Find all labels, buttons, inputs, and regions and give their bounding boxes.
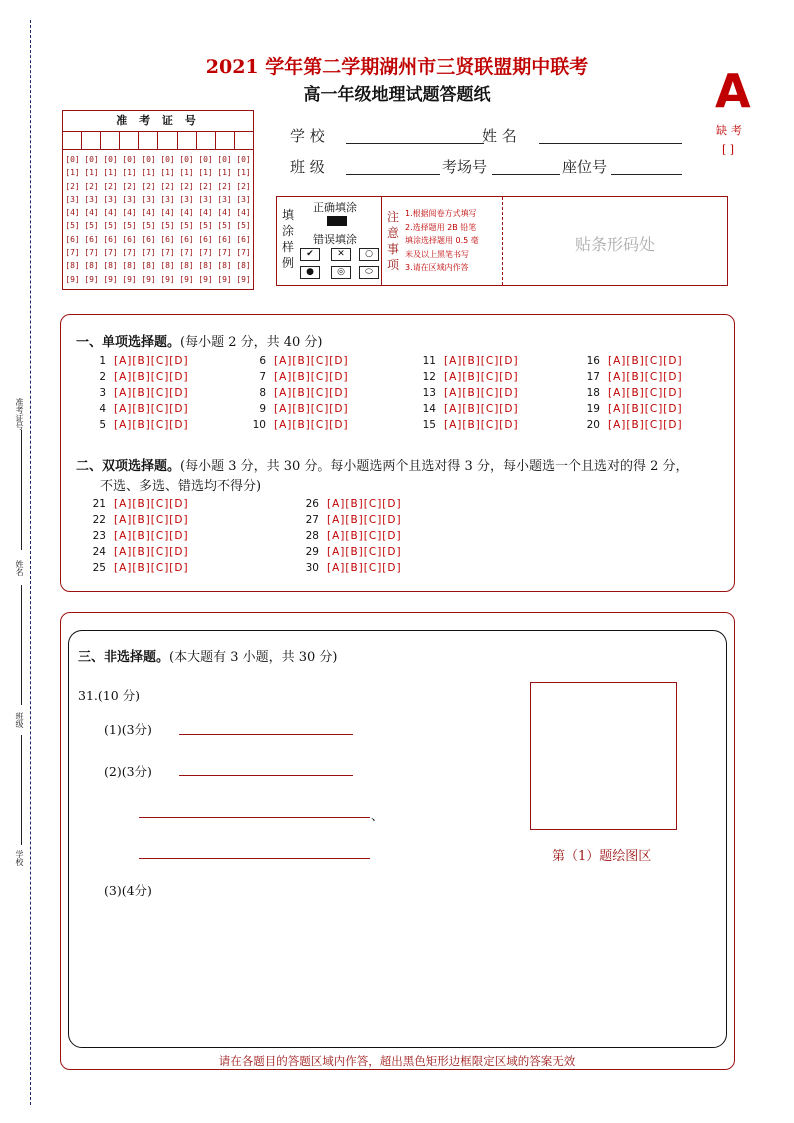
admission-digit-bubble[interactable]: [9] xyxy=(141,274,156,284)
admission-digit-bubble[interactable]: [5] xyxy=(65,221,80,231)
admission-digit-bubble[interactable]: [0] xyxy=(179,155,194,164)
admission-digit-column[interactable] xyxy=(82,153,101,286)
admission-digit-bubble[interactable]: [0] xyxy=(65,155,80,164)
admission-digit-bubble[interactable]: [0] xyxy=(198,155,213,164)
answer-bubbles[interactable]: [A][B][C][D] xyxy=(608,419,683,431)
admission-digit-bubble[interactable]: [6] xyxy=(198,234,213,244)
answer-bubbles[interactable]: [A][B][C][D] xyxy=(608,387,683,399)
question-row[interactable] xyxy=(578,403,683,415)
answer-bubbles[interactable]: [A][B][C][D] xyxy=(274,403,349,415)
q31-part2-label: (2)(3分) xyxy=(104,764,152,779)
q31-part1-answer-line[interactable] xyxy=(179,734,353,735)
question-number: 24 xyxy=(92,546,106,558)
admission-digit-bubble[interactable]: [9] xyxy=(65,274,80,284)
correct-fill-label: 正确填涂 xyxy=(313,201,357,214)
admission-digit-bubble[interactable]: [8] xyxy=(65,261,80,271)
answer-bubbles[interactable]: [A][B][C][D] xyxy=(608,371,683,383)
correct-fill-sample xyxy=(327,216,347,226)
question-number: 12 xyxy=(422,371,436,383)
question-number: 14 xyxy=(422,403,436,415)
question-number: 3 xyxy=(99,387,106,399)
admission-bubble-columns[interactable] xyxy=(63,150,253,286)
answer-bubbles[interactable]: [A][B][C][D] xyxy=(114,530,189,542)
barcode-area: 贴条形码处 xyxy=(574,235,655,254)
sidebar-write-line xyxy=(21,585,22,705)
question-number: 19 xyxy=(586,403,600,415)
question-number: 25 xyxy=(92,562,106,574)
binding-dashed-line xyxy=(30,20,31,1105)
admission-digit-bubble[interactable]: [9] xyxy=(179,274,194,284)
answer-bubbles[interactable]: [A][B][C][D] xyxy=(444,371,519,383)
admission-digit-bubble[interactable]: [8] xyxy=(236,261,251,271)
section2-heading: 二、双项选择题。(每小题 3 分，共 30 分。每小题选两个且选对得 3 分，每小题选一个且选对的得 2 分， xyxy=(76,459,689,474)
admission-digit-bubble[interactable]: [5] xyxy=(84,221,99,231)
answer-bubbles[interactable]: [A][B][C][D] xyxy=(274,419,349,431)
absent-label: 缺考 xyxy=(716,124,746,137)
admission-digit-bubble[interactable]: [3] xyxy=(122,194,137,204)
admission-digit-bubble[interactable]: [2] xyxy=(179,181,194,191)
admission-grid-title: 准 考 证 号 xyxy=(63,111,253,132)
admission-digit-bubble[interactable]: [0] xyxy=(217,155,232,164)
admission-digit-bubble[interactable]: [4] xyxy=(122,208,137,218)
question-row[interactable] xyxy=(297,562,402,574)
admission-digit-bubble[interactable]: [3] xyxy=(179,194,194,204)
question-number: 17 xyxy=(586,371,600,383)
admission-digit-bubble[interactable]: [1] xyxy=(103,168,118,178)
paper-type-mark: A xyxy=(715,64,751,118)
admission-digit-bubble[interactable]: [9] xyxy=(198,274,213,284)
admission-digit-bubble[interactable]: [1] xyxy=(198,168,213,178)
question-number: 2 xyxy=(99,371,106,383)
admission-digit-bubble[interactable]: [1] xyxy=(84,168,99,178)
circle-mark-icon: ○ xyxy=(359,248,379,261)
admission-digit-bubble[interactable]: [1] xyxy=(122,168,137,178)
admission-digit-bubble[interactable]: [8] xyxy=(103,261,118,271)
admission-digit-bubble[interactable]: [4] xyxy=(103,208,118,218)
question-row[interactable] xyxy=(244,371,349,383)
admission-digit-bubble[interactable]: [7] xyxy=(103,248,118,258)
question-row[interactable] xyxy=(84,403,189,415)
admission-digit-bubble[interactable]: [9] xyxy=(84,274,99,284)
question-number: 28 xyxy=(305,530,319,542)
school-field[interactable] xyxy=(346,143,484,144)
admission-digit-bubble[interactable]: [1] xyxy=(141,168,156,178)
question-row[interactable] xyxy=(578,371,683,383)
admission-digit-column[interactable] xyxy=(101,153,120,286)
answer-bubbles[interactable]: [A][B][C][D] xyxy=(114,546,189,558)
question-row[interactable] xyxy=(84,514,189,526)
admission-digit-bubble[interactable]: [1] xyxy=(160,168,175,178)
room-field[interactable] xyxy=(492,174,560,175)
question-row[interactable] xyxy=(84,530,189,542)
sheet-subtitle: 高一年级地理试题答题纸 xyxy=(303,85,491,105)
question-number: 29 xyxy=(305,546,319,558)
admission-digit-bubble[interactable]: [1] xyxy=(236,168,251,178)
admission-digit-bubble[interactable]: [5] xyxy=(236,221,251,231)
question-row[interactable] xyxy=(578,419,683,431)
sidebar-label-class: 班级 xyxy=(15,712,24,728)
admission-digit-bubble[interactable]: [6] xyxy=(84,234,99,244)
admission-digit-bubble[interactable]: [6] xyxy=(65,234,80,244)
answer-bubbles[interactable]: [A][B][C][D] xyxy=(327,546,402,558)
admission-digit-bubble[interactable]: [5] xyxy=(217,221,232,231)
admission-digit-bubble[interactable]: [9] xyxy=(122,274,137,284)
admission-digit-column[interactable] xyxy=(196,153,215,286)
sidebar-label-name: 姓名 xyxy=(15,560,24,576)
admission-digit-bubble[interactable]: [2] xyxy=(217,181,232,191)
admission-digit-bubble[interactable]: [4] xyxy=(160,208,175,218)
admission-digit-bubble[interactable]: [8] xyxy=(141,261,156,271)
question-row[interactable] xyxy=(578,355,683,367)
question-row[interactable] xyxy=(84,419,189,431)
class-label: 班 级 xyxy=(290,158,325,176)
admission-digit-bubble[interactable]: [5] xyxy=(122,221,137,231)
answer-bubbles[interactable]: [A][B][C][D] xyxy=(114,498,189,510)
answer-bubbles[interactable]: [A][B][C][D] xyxy=(114,562,189,574)
section3-heading: 三、非选择题。(本大题有 3 小题，共 30 分) xyxy=(78,650,338,665)
admission-digit-bubble[interactable]: [0] xyxy=(141,155,156,164)
answer-bubbles[interactable]: [A][B][C][D] xyxy=(114,387,189,399)
admission-digit-column[interactable] xyxy=(139,153,158,286)
admission-digit-bubble[interactable]: [5] xyxy=(198,221,213,231)
admission-digit-bubble[interactable]: [4] xyxy=(65,208,80,218)
question-number: 11 xyxy=(422,355,436,367)
name-label: 姓 名 xyxy=(482,127,517,145)
question-row[interactable] xyxy=(414,403,519,415)
question-row[interactable] xyxy=(244,387,349,399)
answer-bubbles[interactable]: [A][B][C][D] xyxy=(114,514,189,526)
sidebar-write-line xyxy=(21,735,22,845)
drawing-area-caption: 第（1）题绘图区 xyxy=(552,849,652,864)
divider xyxy=(381,197,382,285)
admission-digit-bubble[interactable]: [4] xyxy=(141,208,156,218)
question-number: 30 xyxy=(305,562,319,574)
admission-digit-bubble[interactable]: [4] xyxy=(179,208,194,218)
admission-digit-bubble[interactable]: [2] xyxy=(65,181,80,191)
question-number: 10 xyxy=(252,419,266,431)
admission-digit-bubble[interactable]: [8] xyxy=(217,261,232,271)
question-row[interactable] xyxy=(297,530,402,542)
admission-digit-bubble[interactable]: [1] xyxy=(65,168,80,178)
answer-bubbles[interactable]: [A][B][C][D] xyxy=(114,403,189,415)
question-row[interactable] xyxy=(244,419,349,431)
sidebar-label-school: 学校 xyxy=(15,850,24,866)
admission-digit-column[interactable] xyxy=(177,153,196,286)
admission-digit-bubble[interactable]: [1] xyxy=(217,168,232,178)
notes-label: 注 意 事 项 xyxy=(387,210,400,272)
admission-digit-bubble[interactable]: [2] xyxy=(160,181,175,191)
question-number: 26 xyxy=(305,498,319,510)
absent-checkbox[interactable]: [ ] xyxy=(722,143,735,156)
wrong-fill-label: 错误填涂 xyxy=(313,233,357,246)
admission-digit-bubble[interactable]: [0] xyxy=(84,155,99,164)
oval-mark-icon: ⬭ xyxy=(359,266,379,279)
answer-bubbles[interactable]: [A][B][C][D] xyxy=(608,355,683,367)
partial-fill-icon: ◎ xyxy=(331,266,351,279)
instructions-box xyxy=(276,196,728,286)
separator-mark: 、 xyxy=(371,808,384,823)
admission-digit-bubble[interactable]: [7] xyxy=(122,248,137,258)
question-number: 13 xyxy=(422,387,436,399)
section1-heading: 一、单项选择题。(每小题 2 分，共 40 分) xyxy=(76,335,323,350)
admission-digit-bubble[interactable]: [3] xyxy=(141,194,156,204)
admission-digit-column[interactable] xyxy=(234,153,253,286)
admission-digit-bubble[interactable]: [2] xyxy=(141,181,156,191)
admission-digit-bubble[interactable]: [4] xyxy=(236,208,251,218)
question-number: 16 xyxy=(586,355,600,367)
admission-digit-bubble[interactable]: [6] xyxy=(141,234,156,244)
question-number: 5 xyxy=(99,419,106,431)
admission-digit-bubble[interactable]: [2] xyxy=(236,181,251,191)
question-number: 6 xyxy=(259,355,266,367)
answer-bubbles[interactable]: [A][B][C][D] xyxy=(114,371,189,383)
admission-digit-bubble[interactable]: [8] xyxy=(198,261,213,271)
question-row[interactable] xyxy=(84,371,189,383)
question-row[interactable] xyxy=(84,355,189,367)
admission-digit-bubble[interactable]: [3] xyxy=(84,194,99,204)
question-row[interactable] xyxy=(84,546,189,558)
question-number: 4 xyxy=(99,403,106,415)
seat-field[interactable] xyxy=(611,174,682,175)
cross-mark-icon: ✕ xyxy=(331,248,351,261)
q31-part2-answer-line-2[interactable] xyxy=(139,817,370,818)
admission-digit-bubble[interactable]: [8] xyxy=(179,261,194,271)
class-field[interactable] xyxy=(346,174,440,175)
question-row[interactable] xyxy=(297,514,402,526)
admission-digit-bubble[interactable]: [7] xyxy=(160,248,175,258)
answer-bubbles[interactable]: [A][B][C][D] xyxy=(327,530,402,542)
drawing-area[interactable] xyxy=(530,682,677,830)
answer-bubbles[interactable]: [A][B][C][D] xyxy=(327,514,402,526)
answer-bubbles[interactable]: [A][B][C][D] xyxy=(608,403,683,415)
q31-part1-label: (1)(3分) xyxy=(104,722,152,737)
answer-bubbles[interactable]: [A][B][C][D] xyxy=(114,355,189,367)
question-number: 20 xyxy=(586,419,600,431)
admission-digit-bubble[interactable]: [5] xyxy=(160,221,175,231)
admission-digit-bubble[interactable]: [7] xyxy=(217,248,232,258)
question-31-label: 31.(10 分) xyxy=(78,688,141,703)
school-label: 学 校 xyxy=(290,127,325,145)
question-row[interactable] xyxy=(84,562,189,574)
admission-digit-bubble[interactable]: [7] xyxy=(198,248,213,258)
admission-digit-bubble[interactable]: [0] xyxy=(103,155,118,164)
admission-digit-column[interactable] xyxy=(215,153,234,286)
question-row[interactable] xyxy=(297,498,402,510)
question-row[interactable] xyxy=(414,387,519,399)
question-row[interactable] xyxy=(414,355,519,367)
fill-example-label: 填 涂 样 例 xyxy=(282,208,295,270)
sidebar-label-admission: 准考证号 xyxy=(15,398,24,430)
question-number: 7 xyxy=(259,371,266,383)
q31-part2-answer-line[interactable] xyxy=(179,775,353,776)
admission-digit-bubble[interactable]: [3] xyxy=(160,194,175,204)
notes-list: 1.根据阅卷方式填写 2.选择题用 2B 铅笔 填涂选择题用 0.5 毫 米及以上黑笔书写 3.请在区域内作答 xyxy=(405,209,479,272)
admission-digit-bubble[interactable]: [3] xyxy=(103,194,118,204)
admission-digit-bubble[interactable]: [9] xyxy=(236,274,251,284)
answer-bubbles[interactable]: [A][B][C][D] xyxy=(114,419,189,431)
question-number: 18 xyxy=(586,387,600,399)
question-row[interactable] xyxy=(297,546,402,558)
seat-label: 座位号 xyxy=(562,158,608,176)
admission-digit-bubble[interactable]: [1] xyxy=(179,168,194,178)
answer-bubbles[interactable]: [A][B][C][D] xyxy=(274,355,349,367)
question-number: 21 xyxy=(92,498,106,510)
admission-digit-bubble[interactable]: [5] xyxy=(103,221,118,231)
admission-digit-bubble[interactable]: [7] xyxy=(65,248,80,258)
admission-digit-bubble[interactable]: [9] xyxy=(103,274,118,284)
answer-bubbles[interactable]: [A][B][C][D] xyxy=(274,387,349,399)
admission-digit-bubble[interactable]: [2] xyxy=(103,181,118,191)
admission-digit-bubble[interactable]: [6] xyxy=(179,234,194,244)
admission-digit-bubble[interactable]: [8] xyxy=(122,261,137,271)
admission-digit-column[interactable] xyxy=(120,153,139,286)
admission-digit-bubble[interactable]: [9] xyxy=(217,274,232,284)
admission-digit-bubble[interactable]: [9] xyxy=(160,274,175,284)
admission-digit-bubble[interactable]: [5] xyxy=(141,221,156,231)
admission-digit-bubble[interactable]: [4] xyxy=(217,208,232,218)
dot-mark-icon: ● xyxy=(300,266,320,279)
question-row[interactable] xyxy=(84,387,189,399)
admission-digit-bubble[interactable]: [8] xyxy=(84,261,99,271)
question-row[interactable] xyxy=(244,355,349,367)
admission-digit-bubble[interactable]: [8] xyxy=(160,261,175,271)
admission-digit-bubble[interactable]: [2] xyxy=(84,181,99,191)
question-number: 1 xyxy=(99,355,106,367)
question-row[interactable] xyxy=(414,371,519,383)
admission-digit-bubble[interactable]: [4] xyxy=(198,208,213,218)
question-number: 9 xyxy=(259,403,266,415)
answer-bubbles[interactable]: [A][B][C][D] xyxy=(444,387,519,399)
admission-digit-bubble[interactable]: [7] xyxy=(84,248,99,258)
answer-bubbles[interactable]: [A][B][C][D] xyxy=(327,498,402,510)
sidebar-write-line xyxy=(21,430,22,550)
admission-digit-column[interactable] xyxy=(63,153,82,286)
admission-digit-bubble[interactable]: [7] xyxy=(141,248,156,258)
admission-digit-bubble[interactable]: [3] xyxy=(65,194,80,204)
admission-digit-bubble[interactable]: [6] xyxy=(122,234,137,244)
footer-warning: 请在各题目的答题区域内作答，超出黑色矩形边框限定区域的答案无效 xyxy=(218,1054,576,1068)
q31-part2-answer-line-3[interactable] xyxy=(139,858,370,859)
answer-bubbles[interactable]: [A][B][C][D] xyxy=(274,371,349,383)
admission-digit-bubble[interactable]: [6] xyxy=(103,234,118,244)
admission-digit-bubble[interactable]: [6] xyxy=(160,234,175,244)
check-mark-icon: ✔ xyxy=(300,248,320,261)
admission-digit-bubble[interactable]: [4] xyxy=(84,208,99,218)
admission-digit-bubble[interactable]: [0] xyxy=(122,155,137,164)
question-row[interactable] xyxy=(244,403,349,415)
exam-title: 2021 学年第二学期湖州市三贤联盟期中联考 xyxy=(205,56,589,78)
question-number: 27 xyxy=(305,514,319,526)
q31-part3-label: (3)(4分) xyxy=(104,883,152,898)
section2-note: 不选、多选、错选均不得分) xyxy=(100,479,262,494)
answer-bubbles[interactable]: [A][B][C][D] xyxy=(444,355,519,367)
admission-digit-bubble[interactable]: [0] xyxy=(236,155,251,164)
admission-digit-bubble[interactable]: [2] xyxy=(122,181,137,191)
question-number: 22 xyxy=(92,514,106,526)
question-number: 15 xyxy=(422,419,436,431)
question-number: 8 xyxy=(259,387,266,399)
admission-digit-bubble[interactable]: [3] xyxy=(217,194,232,204)
admission-digit-bubble[interactable]: [7] xyxy=(236,248,251,258)
admission-digit-bubble[interactable]: [2] xyxy=(198,181,213,191)
admission-digit-bubble[interactable]: [3] xyxy=(198,194,213,204)
room-label: 考场号 xyxy=(442,158,488,176)
admission-digit-bubble[interactable]: [6] xyxy=(236,234,251,244)
admission-digit-bubble[interactable]: [7] xyxy=(179,248,194,258)
answer-bubbles[interactable]: [A][B][C][D] xyxy=(444,403,519,415)
admission-digit-bubble[interactable]: [0] xyxy=(160,155,175,164)
answer-bubbles[interactable]: [A][B][C][D] xyxy=(327,562,402,574)
question-number: 23 xyxy=(92,530,106,542)
answer-bubbles[interactable]: [A][B][C][D] xyxy=(444,419,519,431)
admission-number-grid[interactable] xyxy=(62,110,254,290)
question-row[interactable] xyxy=(84,498,189,510)
admission-digit-bubble[interactable]: [3] xyxy=(236,194,251,204)
question-row[interactable] xyxy=(578,387,683,399)
admission-digit-bubble[interactable]: [5] xyxy=(179,221,194,231)
admission-write-cells[interactable] xyxy=(63,132,253,150)
admission-digit-column[interactable] xyxy=(158,153,177,286)
question-row[interactable] xyxy=(414,419,519,431)
admission-digit-bubble[interactable]: [6] xyxy=(217,234,232,244)
name-field[interactable] xyxy=(539,143,682,144)
